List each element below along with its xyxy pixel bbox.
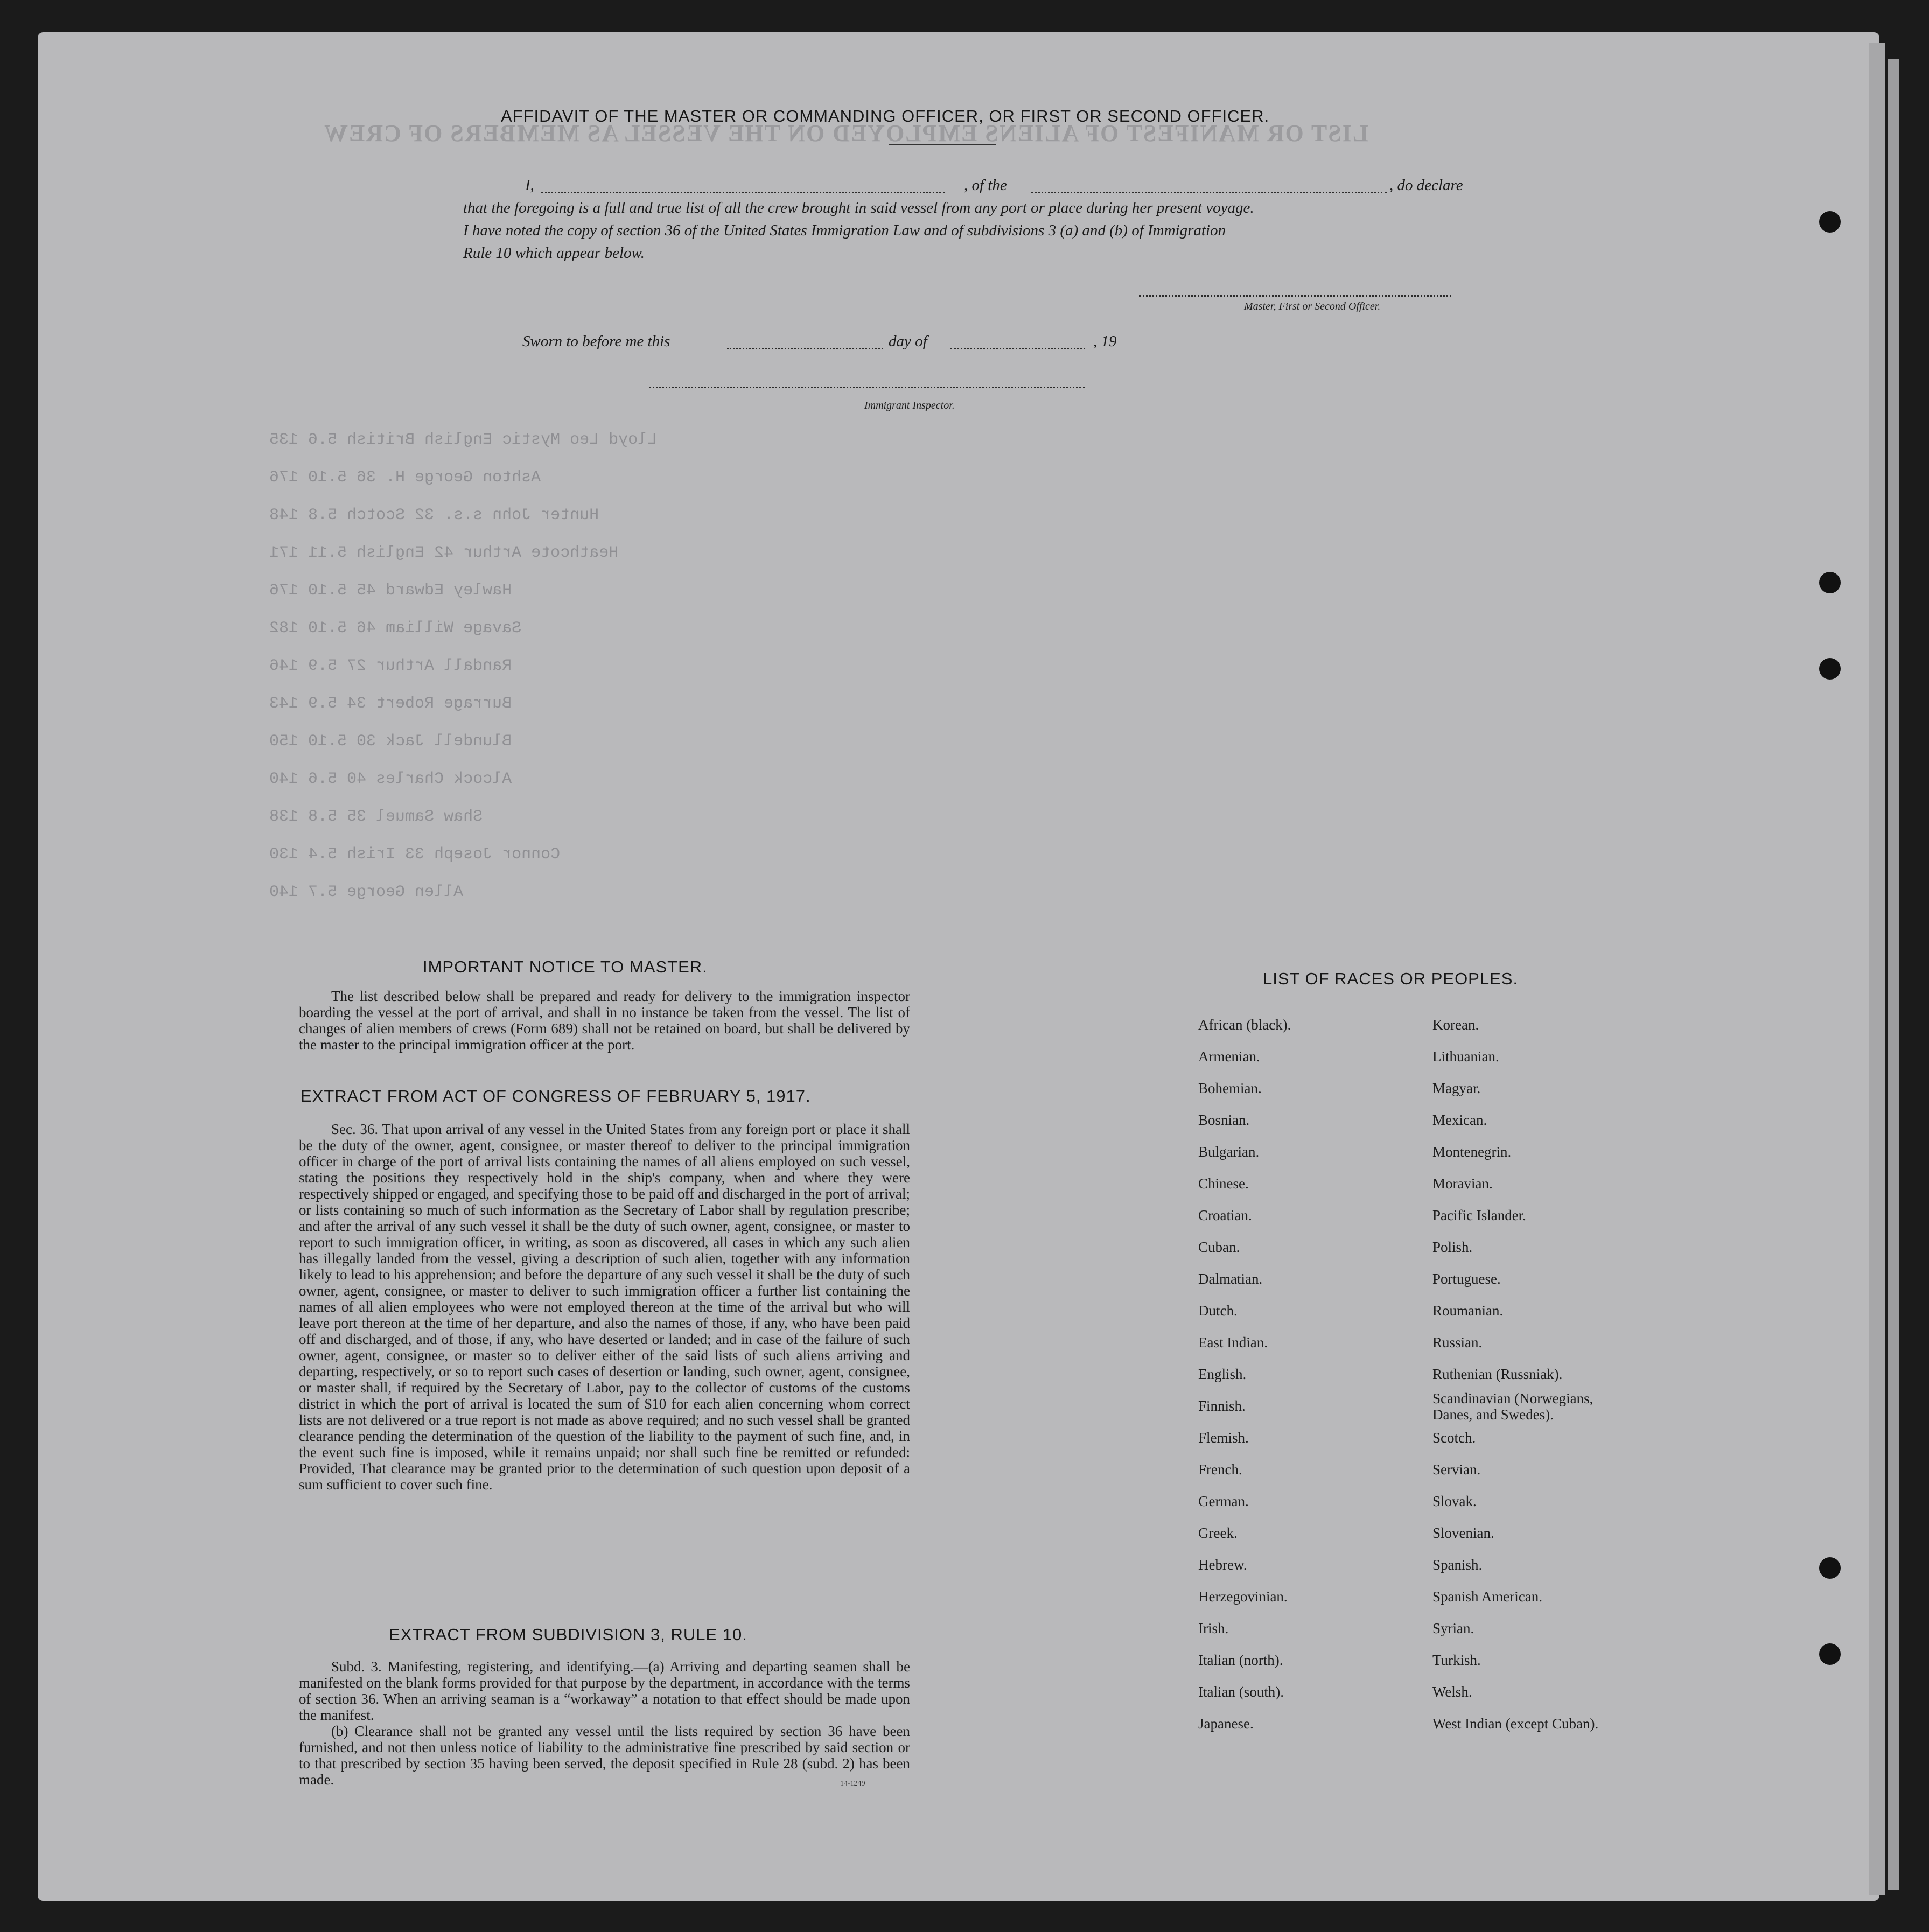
race-item: Spanish. [1432, 1557, 1483, 1573]
race-item: Magyar. [1432, 1080, 1481, 1096]
notice-title: IMPORTANT NOTICE TO MASTER. [423, 957, 708, 976]
race-item: Scandinavian (Norwegians, Danes, and Swedes). [1432, 1390, 1593, 1423]
notice-text [299, 988, 910, 1053]
race-item: Hebrew. [1198, 1557, 1247, 1573]
bleed-through-row: Shaw Samuel 35 5.8 138 [269, 808, 483, 826]
race-item: Dutch. [1198, 1303, 1238, 1319]
vessel-blank [1031, 192, 1387, 193]
inspector-signature-line [649, 387, 1085, 388]
rule-title: EXTRACT FROM SUBDIVISION 3, RULE 10. [389, 1625, 747, 1644]
race-item: Turkish. [1432, 1652, 1481, 1668]
document-page [38, 32, 1879, 1901]
race-item: Italian (south). [1198, 1684, 1284, 1700]
act-title: EXTRACT FROM ACT OF CONGRESS OF FEBRUARY 5, 1917. [300, 1087, 811, 1105]
affidavit-line2: that the foregoing is a full and true list of all the crew brought in said vessel from any port or place during her present voyage. [463, 199, 1254, 216]
bleed-through-row: Allen George 5.7 140 [269, 883, 464, 901]
race-item: Moravian. [1432, 1175, 1493, 1192]
race-item: Dalmatian. [1198, 1271, 1263, 1287]
race-item: Korean. [1432, 1017, 1479, 1033]
bleed-through-row: Burrage Robert 34 5.9 143 [269, 695, 512, 713]
bleed-through-row: Heathcote Arthur 42 English 5.11 171 [269, 544, 619, 562]
race-item: Armenian. [1198, 1048, 1260, 1065]
race-item: Montenegrin. [1432, 1144, 1512, 1160]
punch-hole [1819, 1557, 1841, 1579]
rule-paragraph-b: (b) Clearance shall not be granted any vessel until the lists required by section 36 have been furnished, and not then unless notice of liability to the administrative fine prescribed by said section or to that prescribed by section 35 having been served, the deposit specified in Rule 28 (subd. 2) has been made. [299, 1723, 910, 1788]
race-item: Scotch. [1432, 1430, 1476, 1446]
race-item: Slovenian. [1432, 1525, 1494, 1541]
bleed-through-row: Savage William 46 5.10 182 [269, 619, 522, 638]
bleed-through-row: Blundell Jack 30 5.10 150 [269, 732, 512, 751]
bleed-through-row: Lloyd Leo Mystic English British 5.6 135 [269, 431, 658, 449]
day-of-label: day of [889, 333, 927, 350]
race-item: Irish. [1198, 1620, 1229, 1636]
punch-hole [1819, 658, 1841, 680]
race-item: African (black). [1198, 1017, 1291, 1033]
race-item: Roumanian. [1432, 1303, 1504, 1319]
inspector-caption: Immigrant Inspector. [864, 400, 955, 411]
races-title: LIST OF RACES OR PEOPLES. [1263, 969, 1519, 988]
race-item: English. [1198, 1366, 1247, 1382]
race-item: Lithuanian. [1432, 1048, 1499, 1065]
race-item: Chinese. [1198, 1175, 1249, 1192]
race-item: Cuban. [1198, 1239, 1240, 1255]
bleed-through-row: Hunter John s.s. 32 Scotch 5.8 148 [269, 506, 599, 524]
bleed-through-row: Ashton George H. 36 5.10 176 [269, 468, 541, 487]
affidavit-title: AFFIDAVIT OF THE MASTER OR COMMANDING OFFICER, OR FIRST OR SECOND OFFICER. [501, 107, 1270, 125]
race-item: French. [1198, 1461, 1242, 1478]
bleed-through-row: Connor Joseph 33 Irish 5.4 130 [269, 845, 561, 864]
master-caption: Master, First or Second Officer. [1244, 300, 1381, 312]
race-item: Japanese. [1198, 1716, 1254, 1732]
act-paragraph: Sec. 36. That upon arrival of any vessel in the United States from any foreign port or place it shall be the duty of the owner, agent, consignee, or master thereof to deliver to the principal immigration officer in charge of the port of arrival lists containing the names of all aliens employed on such vessel, stating the positions they respectively hold in the ship's company, when and where they were respectively shipped or engaged, and specifying those to be paid off and discharged in the port of arrival; or lists containing so much of such information as the Secretary of Labor shall by regulation prescribe; and after the arrival of any such vessel it shall be the duty of such owner, agent, consignee, or master to report to such immigration officer, in writing, as soon as discovered, all cases in which any such alien has illegally landed from the vessel, giving a description of such alien, together with any information likely to lead to his apprehension; and before the departure of any such vessel it shall be the duty of such owner, agent, consignee, or master to deliver to such immigration officer a further list containing the names of all alien employees who were not employed thereon at the time of the arrival but who will leave port thereon at the time of her departure, and also the names of those, if any, who have been paid off and discharged, and of those, if any, who have deserted or landed; and in case of the failure of such owner, agent, consignee, or master so to deliver either of the said lists of such aliens arriving and departing, respectively, or so to report such cases of desertion or landing, such owner, agent, consignee, or master shall, if required by the Secretary of Labor, pay to the collector of customs of the customs district in which the port of arrival is located the sum of $10 for each alien concerning whom correct lists are not delivered or a true report is not made as above required; and no such vessel shall be granted clearance pending the determination of the question of the liability to the payment of such fine, and, in the event such fine is imposed, while it remains unpaid; nor shall such fine be remitted or refunded: Provided, That clearance may be granted prior to the determination of such question upon deposit of a sum sufficient to cover such fine. [299, 1121, 910, 1493]
race-item: Italian (north). [1198, 1652, 1283, 1668]
affidavit-declare: , do declare [1389, 177, 1463, 194]
rule-paragraph-a: Subd. 3. Manifesting, registering, and identifying.—(a) Arriving and departing seamen shall be manifested on the blank forms provided for that purpose by the department, in accordance with the terms of section 36. When an arriving seaman is a “workaway” a notation to that effect should be made upon the manifest. [299, 1658, 910, 1723]
notice-paragraph: The list described below shall be prepared and ready for delivery to the immigration inspector boarding the vessel at the port of arrival, and shall in no instance be taken from the vessel. The list of changes of alien members of crews (Form 689) shall not be retained on board, but shall be delivered by the master to the principal immigration officer at the port. [299, 988, 910, 1053]
race-item: Ruthenian (Russniak). [1432, 1366, 1563, 1382]
race-item: Spanish American. [1432, 1588, 1542, 1605]
race-item: East Indian. [1198, 1334, 1268, 1350]
affidavit-line3: I have noted the copy of section 36 of the United States Immigration Law and of subdivisions 3 (a) and (b) of Immigration [463, 222, 1226, 239]
affidavit-of-the: , of the [964, 177, 1007, 194]
rule-text [299, 1658, 910, 1788]
sworn-day-blank [727, 348, 883, 349]
race-item: Portuguese. [1432, 1271, 1501, 1287]
year-label: , 19 [1093, 333, 1117, 350]
punch-hole [1819, 211, 1841, 233]
race-item: Servian. [1432, 1461, 1481, 1478]
affidavit-i: I, [525, 177, 534, 194]
affidavit-line4: Rule 10 which appear below. [463, 244, 645, 262]
race-item: Greek. [1198, 1525, 1238, 1541]
race-item: Mexican. [1432, 1112, 1487, 1128]
title-rule [889, 144, 996, 145]
race-item: West Indian (except Cuban). [1432, 1716, 1599, 1732]
page-edge [1869, 43, 1885, 1895]
bleed-through-row: Alcock Charles 40 5.6 140 [269, 770, 512, 788]
sworn-label: Sworn to before me this [522, 333, 670, 350]
form-code: 14-1249 [840, 1780, 865, 1788]
bleed-through-header: LIST OR MANIFEST OF ALIENS EMPLOYED ON THE VESSEL AS MEMBERS OF CREW [323, 120, 1369, 146]
race-item: Welsh. [1432, 1684, 1472, 1700]
master-signature-line [1139, 295, 1451, 297]
race-item: German. [1198, 1493, 1249, 1509]
race-item: Bosnian. [1198, 1112, 1250, 1128]
bleed-through-row: Randall Arthur 27 5.9 146 [269, 657, 512, 675]
race-item: Bohemian. [1198, 1080, 1262, 1096]
race-item: Russian. [1432, 1334, 1483, 1350]
race-item: Bulgarian. [1198, 1144, 1260, 1160]
race-item: Pacific Islander. [1432, 1207, 1526, 1223]
punch-hole [1819, 1643, 1841, 1665]
page-edge [1888, 59, 1899, 1890]
race-item: Croatian. [1198, 1207, 1252, 1223]
act-text [299, 1121, 910, 1493]
punch-hole [1819, 572, 1841, 593]
sworn-month-blank [950, 348, 1085, 349]
bleed-through-row: Hawley Edward 45 5.10 176 [269, 582, 512, 600]
name-blank [541, 192, 945, 193]
race-item: Herzegovinian. [1198, 1588, 1288, 1605]
race-item: Syrian. [1432, 1620, 1474, 1636]
race-item: Finnish. [1198, 1398, 1246, 1414]
race-item: Flemish. [1198, 1430, 1249, 1446]
race-item: Polish. [1432, 1239, 1473, 1255]
race-item: Slovak. [1432, 1493, 1477, 1509]
